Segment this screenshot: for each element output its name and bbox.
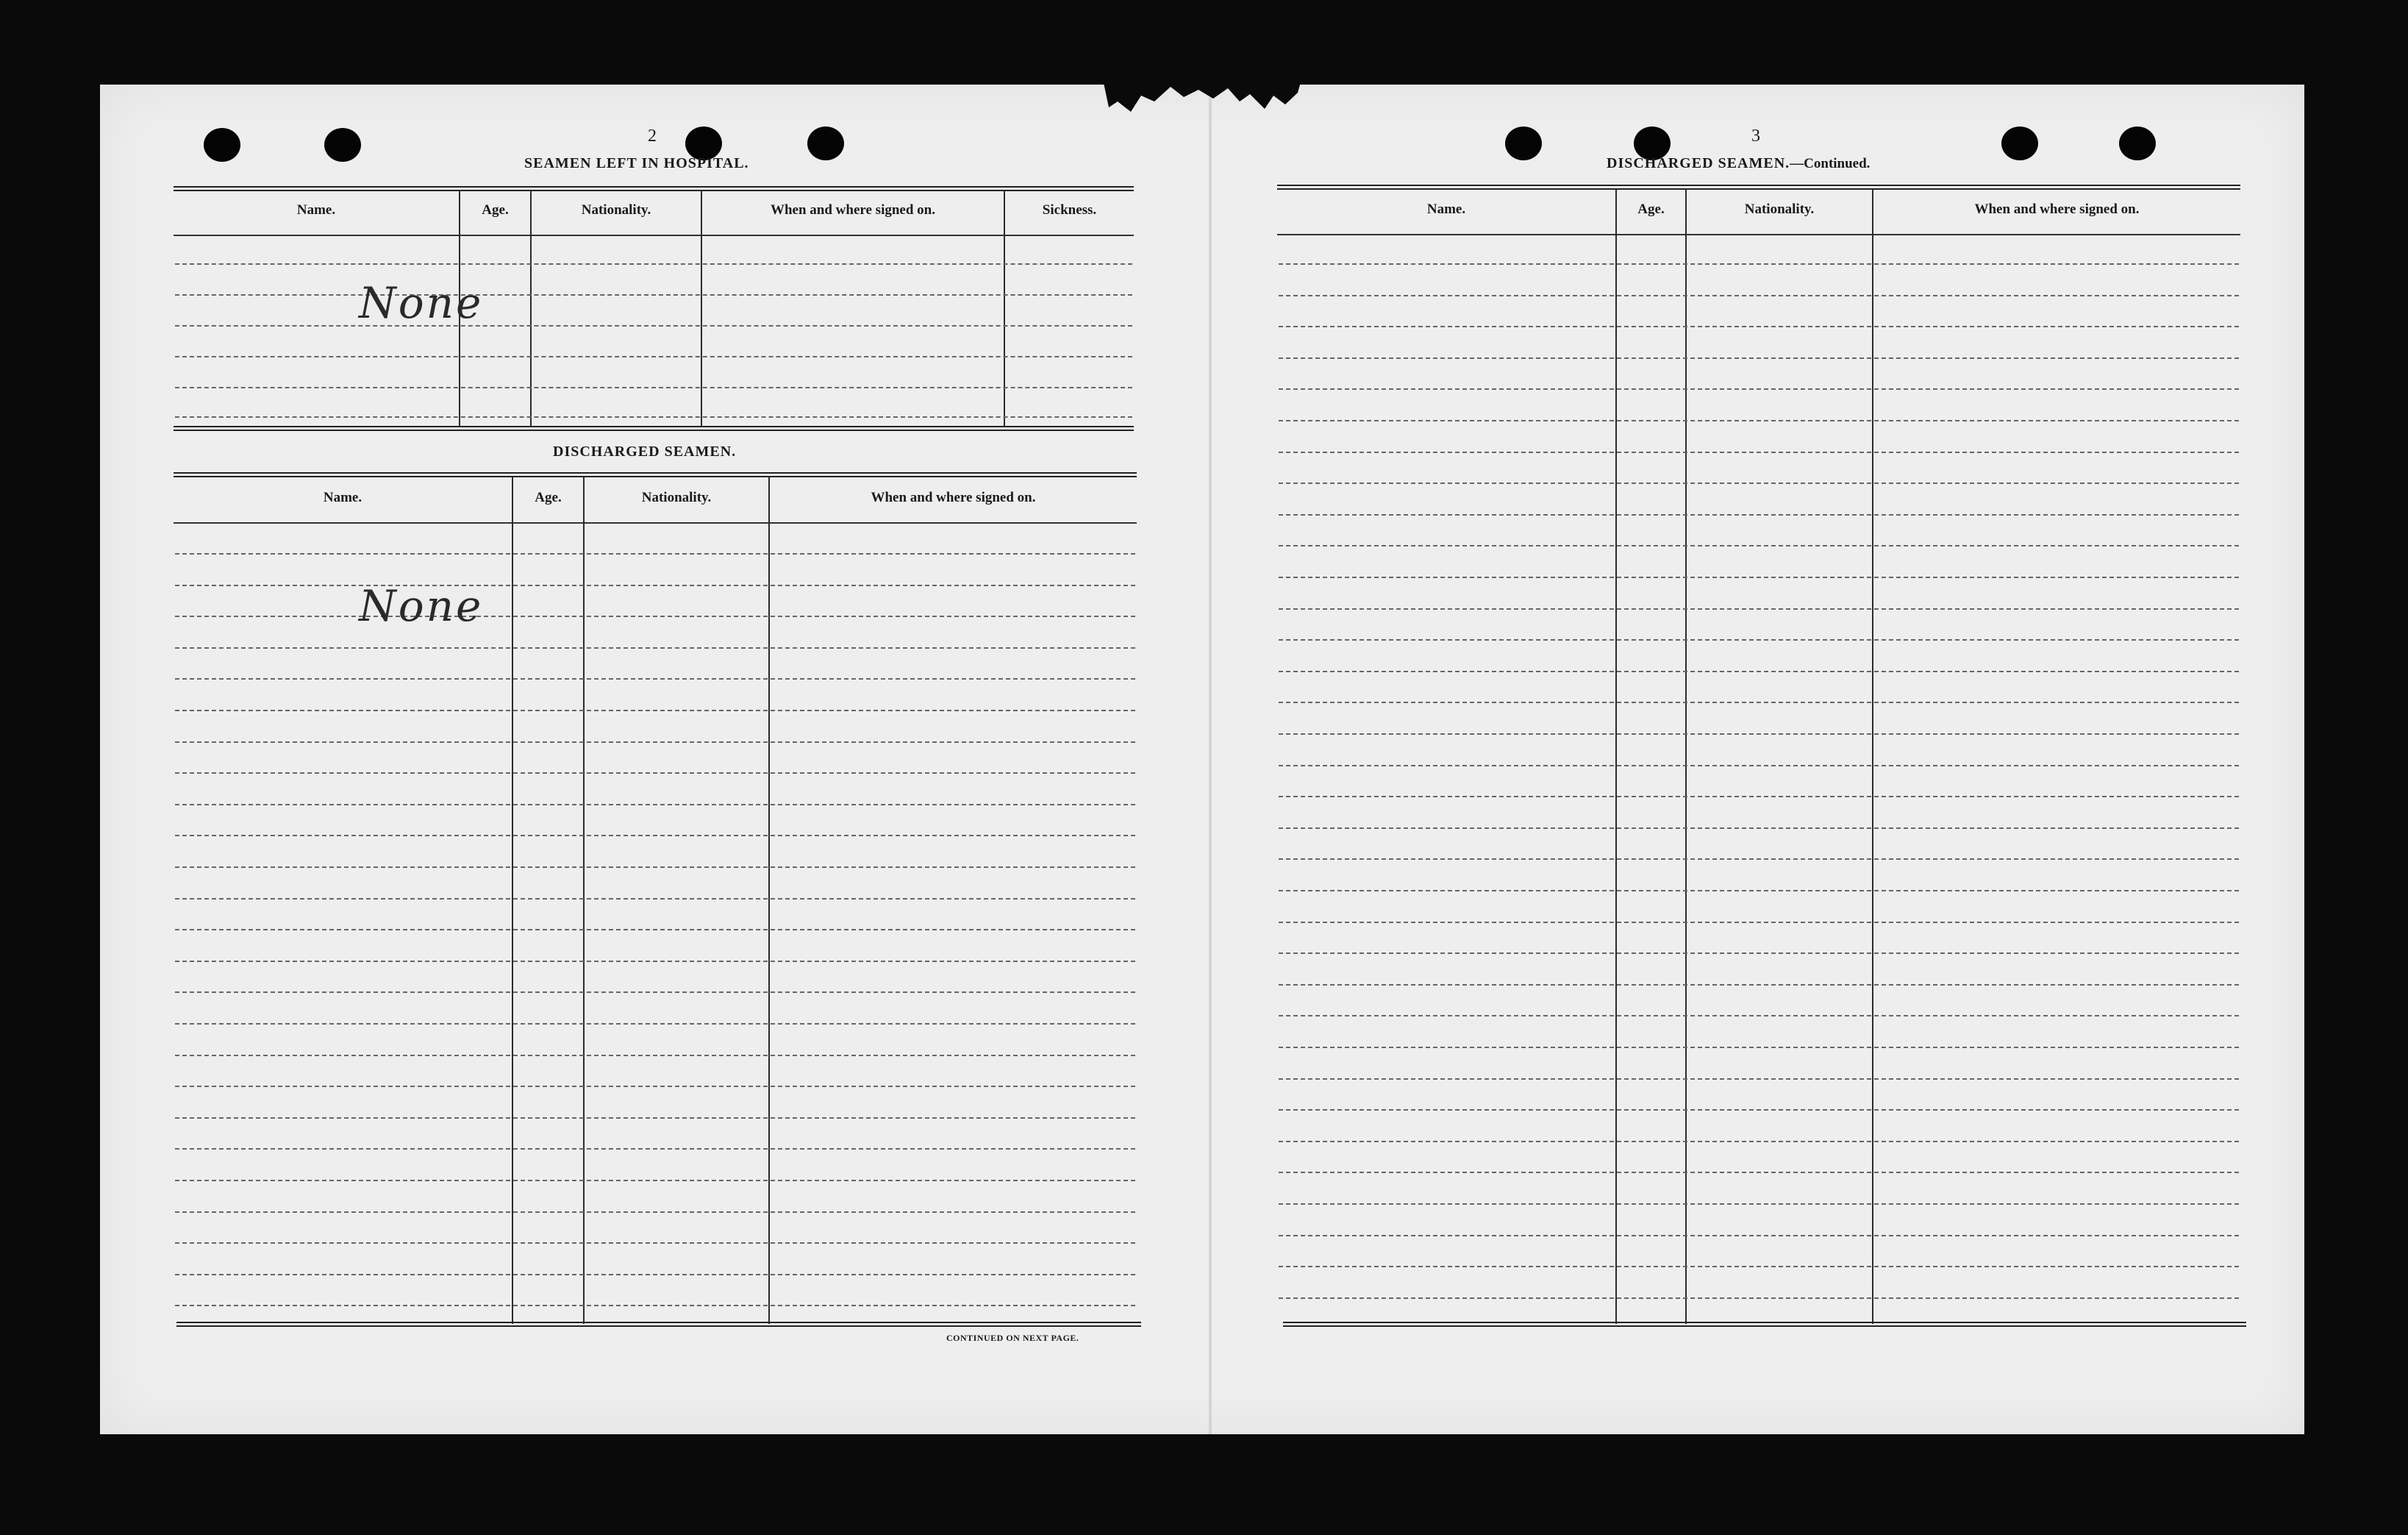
table-top-rule bbox=[174, 472, 1137, 477]
entry-line bbox=[1279, 577, 2239, 578]
entry-line bbox=[175, 991, 1135, 993]
entry-line bbox=[175, 1117, 1135, 1119]
entry-line bbox=[1279, 671, 2239, 672]
title-suffix: —Continued. bbox=[1790, 156, 1871, 171]
column-header: Age. bbox=[1637, 202, 1665, 217]
punch-hole bbox=[204, 128, 240, 162]
entry-line bbox=[175, 1148, 1135, 1150]
entry-line bbox=[1279, 922, 2239, 923]
entry-line bbox=[1279, 1203, 2239, 1205]
title-text: DISCHARGED SEAMEN. bbox=[1607, 155, 1790, 171]
entry-line bbox=[1279, 326, 2239, 327]
entry-line bbox=[1279, 702, 2239, 703]
column-header: When and where signed on. bbox=[871, 490, 1036, 505]
discharged-section-title: DISCHARGED SEAMEN. bbox=[553, 444, 737, 460]
entry-line bbox=[175, 263, 1132, 265]
entry-line bbox=[1279, 357, 2239, 359]
punch-hole bbox=[324, 128, 361, 162]
entry-line bbox=[175, 387, 1132, 388]
entry-line bbox=[175, 1086, 1135, 1087]
entry-line bbox=[175, 616, 1135, 617]
column-divider bbox=[530, 190, 532, 426]
entry-line bbox=[1279, 827, 2239, 829]
entry-line bbox=[175, 929, 1135, 930]
column-divider bbox=[768, 477, 770, 1324]
entry-line bbox=[175, 585, 1135, 586]
entry-line bbox=[175, 1274, 1135, 1275]
entry-line bbox=[1279, 984, 2239, 986]
column-header: Age. bbox=[535, 490, 562, 505]
discharged-continued-title bbox=[1607, 155, 1870, 172]
page-fold bbox=[1209, 85, 1212, 1434]
table-bottom-rule bbox=[174, 426, 1134, 431]
entry-line bbox=[175, 804, 1135, 805]
entry-line bbox=[175, 741, 1135, 743]
entry-line bbox=[1279, 733, 2239, 735]
punch-hole bbox=[2001, 127, 2038, 160]
handwritten-entry: None bbox=[359, 278, 484, 328]
entry-line bbox=[1279, 420, 2239, 421]
column-header: Nationality. bbox=[1744, 202, 1815, 217]
column-header: Name. bbox=[323, 490, 362, 505]
entry-line bbox=[1279, 1109, 2239, 1111]
entry-line bbox=[175, 898, 1135, 900]
page-number-right: 3 bbox=[1751, 127, 1760, 146]
torn-edge bbox=[1103, 79, 1301, 116]
entry-line bbox=[1279, 1141, 2239, 1142]
entry-line bbox=[175, 294, 1132, 296]
column-divider bbox=[1615, 189, 1617, 1324]
entry-line bbox=[175, 961, 1135, 962]
entry-line bbox=[175, 835, 1135, 836]
entry-line bbox=[175, 1180, 1135, 1181]
entry-line bbox=[1279, 608, 2239, 610]
entry-line bbox=[1279, 388, 2239, 390]
entry-line bbox=[1279, 858, 2239, 860]
entry-line bbox=[1279, 1297, 2239, 1299]
column-header: When and where signed on. bbox=[1974, 202, 2140, 217]
entry-line bbox=[175, 678, 1135, 680]
column-header: Nationality. bbox=[641, 490, 712, 505]
entry-line bbox=[1279, 1015, 2239, 1016]
column-divider bbox=[1685, 189, 1687, 1324]
entry-line bbox=[1279, 765, 2239, 766]
column-header: Name. bbox=[296, 202, 336, 218]
entry-line bbox=[1279, 1172, 2239, 1173]
entry-line bbox=[1279, 452, 2239, 453]
entry-line bbox=[1279, 514, 2239, 516]
entry-line bbox=[175, 1305, 1135, 1306]
column-header: When and where signed on. bbox=[770, 202, 935, 218]
column-divider bbox=[1004, 190, 1005, 426]
entry-line bbox=[175, 647, 1135, 649]
column-divider bbox=[512, 477, 513, 1324]
header-underline bbox=[174, 235, 1134, 236]
entry-line bbox=[175, 866, 1135, 868]
entry-line bbox=[1279, 1235, 2239, 1236]
header-underline bbox=[174, 522, 1137, 524]
entry-line bbox=[1279, 1266, 2239, 1267]
column-divider bbox=[701, 190, 702, 426]
entry-line bbox=[175, 416, 1132, 418]
column-header: Age. bbox=[482, 202, 509, 218]
punch-hole bbox=[1505, 127, 1542, 160]
entry-line bbox=[1279, 295, 2239, 296]
entry-line bbox=[175, 356, 1132, 357]
hospital-section-title: SEAMEN LEFT IN HOSPITAL. bbox=[524, 155, 749, 171]
table-bottom-rule bbox=[176, 1322, 1141, 1327]
entry-line bbox=[1279, 796, 2239, 797]
header-underline bbox=[1277, 234, 2240, 235]
entry-line bbox=[175, 325, 1132, 327]
entry-line bbox=[175, 710, 1135, 711]
column-divider bbox=[583, 477, 585, 1324]
entry-line bbox=[175, 1211, 1135, 1213]
entry-line bbox=[1279, 263, 2239, 265]
column-header: Name. bbox=[1426, 202, 1466, 217]
entry-line bbox=[175, 1242, 1135, 1244]
continued-note: CONTINUED ON NEXT PAGE. bbox=[946, 1333, 1079, 1343]
entry-line bbox=[1279, 639, 2239, 641]
entry-line bbox=[1279, 545, 2239, 546]
table-top-rule bbox=[1277, 185, 2240, 190]
entry-line bbox=[1279, 952, 2239, 954]
entry-line bbox=[175, 1023, 1135, 1025]
entry-line bbox=[175, 1055, 1135, 1056]
entry-line bbox=[1279, 482, 2239, 484]
entry-line bbox=[1279, 890, 2239, 891]
table-bottom-rule bbox=[1283, 1322, 2246, 1327]
column-header: Nationality. bbox=[581, 202, 651, 218]
handwritten-entry: None bbox=[359, 581, 484, 631]
entry-line bbox=[175, 553, 1135, 555]
entry-line bbox=[1279, 1078, 2239, 1080]
page-number-left: 2 bbox=[648, 127, 657, 146]
entry-line bbox=[1279, 1047, 2239, 1048]
table-top-rule bbox=[174, 186, 1134, 191]
column-divider bbox=[1872, 189, 1873, 1324]
entry-line bbox=[175, 772, 1135, 774]
punch-hole bbox=[2119, 127, 2156, 160]
punch-hole bbox=[807, 127, 844, 160]
column-header: Sickness. bbox=[1042, 202, 1097, 218]
